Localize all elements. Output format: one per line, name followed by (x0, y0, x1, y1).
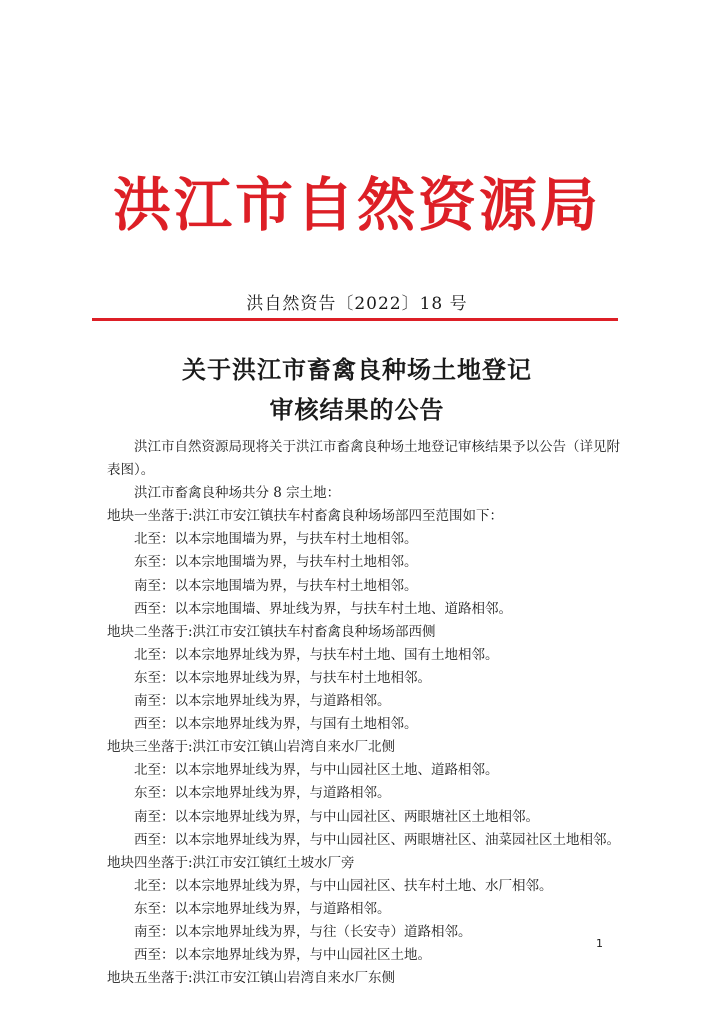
parcel-2-south: 南至：以本宗地界址线为界，与道路相邻。 (134, 693, 391, 710)
parcel-3-south: 南至：以本宗地界址线为界，与中山园社区、两眼塘社区土地相邻。 (134, 808, 539, 825)
parcel-2-location: 地块二坐落于:洪江市安江镇扶车村畜禽良种场场部西侧 (107, 623, 436, 640)
parcel-3-location: 地块三坐落于:洪江市安江镇山岩湾自来水厂北侧 (107, 739, 396, 756)
parcel-1-location: 地块一坐落于:洪江市安江镇扶车村畜禽良种场场部四至范围如下： (107, 508, 504, 525)
parcel-4-location: 地块四坐落于:洪江市安江镇红土坡水厂旁 (107, 854, 355, 871)
issuing-authority-title: 洪江市自然资源局 (112, 171, 601, 239)
parcel-1-north: 北至：以本宗地围墙为界，与扶车村土地相邻。 (134, 531, 418, 548)
parcel-1-west: 西至：以本宗地围墙、界址线为界，与扶车村土地、道路相邻。 (134, 600, 512, 617)
notice-title-line-2: 审核结果的公告 (269, 396, 445, 424)
parcel-4-east: 东至：以本宗地界址线为界，与道路相邻。 (134, 900, 391, 917)
parcel-count-summary: 洪江市畜禽良种场共分 8 宗土地： (134, 485, 341, 502)
parcel-1-east: 东至：以本宗地围墙为界，与扶车村土地相邻。 (134, 554, 418, 571)
parcel-3-west: 西至：以本宗地界址线为界，与中山园社区、两眼塘社区、油菜园社区土地相邻。 (134, 831, 620, 848)
page-number: 1 (596, 937, 603, 950)
red-divider-line (92, 318, 618, 321)
parcel-1-south: 南至：以本宗地围墙为界，与扶车村土地相邻。 (134, 577, 418, 594)
parcel-4-south: 南至：以本宗地界址线为界，与往（长安寺）道路相邻。 (134, 923, 472, 940)
parcel-4-west: 西至：以本宗地界址线为界，与中山园社区土地。 (134, 947, 431, 964)
document-number: 洪自然资告〔2022〕18 号 (246, 294, 468, 314)
parcel-2-east: 东至：以本宗地界址线为界，与扶车村土地相邻。 (134, 669, 431, 686)
parcel-3-north: 北至：以本宗地界址线为界，与中山园社区土地、道路相邻。 (134, 762, 499, 779)
parcel-3-east: 东至：以本宗地界址线为界，与道路相邻。 (134, 785, 391, 802)
parcel-2-north: 北至：以本宗地界址线为界，与扶车村土地、国有土地相邻。 (134, 646, 499, 663)
parcel-5-location: 地块五坐落于:洪江市安江镇山岩湾自来水厂东侧 (107, 970, 396, 987)
parcel-4-north: 北至：以本宗地界址线为界，与中山园社区、扶车村土地、水厂相邻。 (134, 877, 553, 894)
notice-title-line-1: 关于洪江市畜禽良种场土地登记 (182, 356, 532, 384)
notice-body (107, 436, 627, 990)
parcel-2-west: 西至：以本宗地界址线为界，与国有土地相邻。 (134, 716, 418, 733)
intro-paragraph: 洪江市自然资源局现将关于洪江市畜禽良种场土地登记审核结果予以公告（详见附表图）。 (107, 439, 620, 479)
notice-title (0, 350, 714, 430)
